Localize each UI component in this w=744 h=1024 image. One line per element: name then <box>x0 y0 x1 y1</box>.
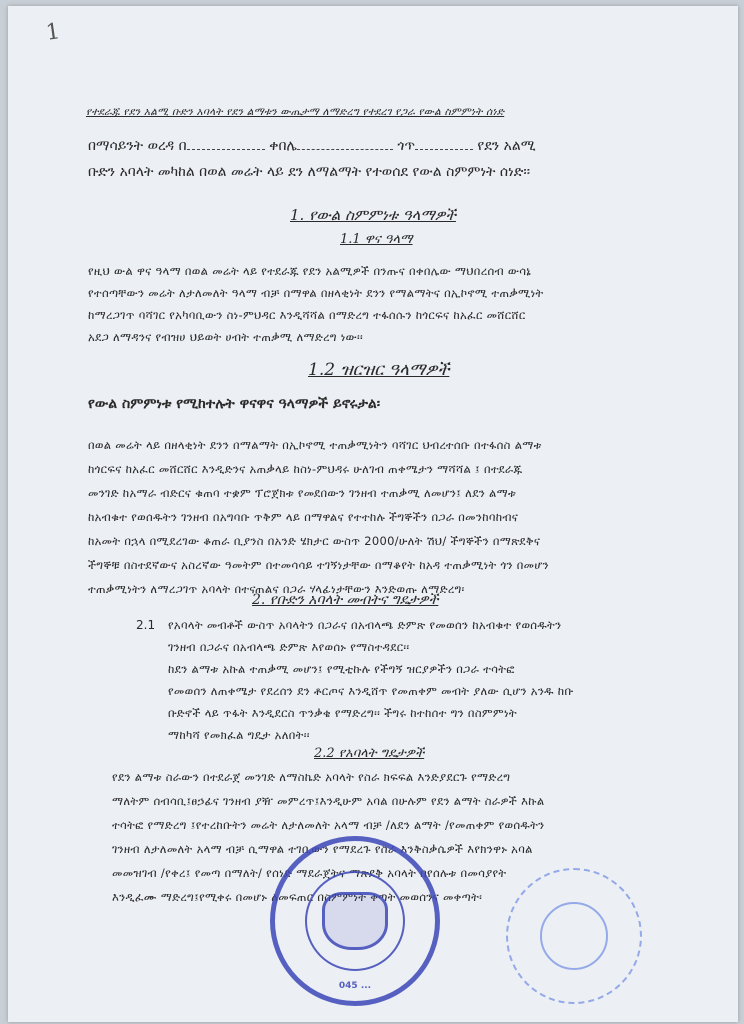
handwritten-got <box>297 149 393 150</box>
section-1-1-line: አደጋ ለማዳንና የብዝሀ ህይወት ሀብት ተጠቃሚ ለማድረግ ነው፡፡ <box>88 330 364 344</box>
section-2-1-line: የመወሰን ለጠቀሜታ የደረሰን ደን ቶርጦና እንዲሸጥ የመጠቀም መብት ያለው ሲሆን አንዱ ከቡ <box>168 684 574 698</box>
intro-text-1: በማሳይንት ወረዳ በ <box>88 138 187 154</box>
section-2-1-line: ከደን ልማቱ አኩል ተጠቃሚ መሆን፤ የሚቲኩሉ የችግኝ ዝርያዎችን በጋራ ተሳትፎ <box>168 662 515 676</box>
faded-stamp <box>506 868 642 1004</box>
intro-text-2: ቀበሌ <box>269 138 297 154</box>
section-1-2-line: መንገድ ከአማራ ብድርና ቁጠባ ተቋም ፕሮጀክቱ የመደበውን ገንዘብ ተጠቃሚ ለመሆን፤ ለደን ልማቱ <box>88 486 517 500</box>
section-2-1-line: የአባላት መብቶች ውስጥ አባላትን በጋራና በአብላጫ ድምጽ የመወሰን ከአብቁተ የወሰዱትን <box>168 618 562 632</box>
document-header: የተደራጁ የደን አልሚ ቡድን አባላት የደን ልማቱን ውጤታማ ለማድረግ የተደረገ የጋራ የውል ስምምነት ሰነድ <box>86 106 505 118</box>
section-2-2-line: መመዝገብ /የቀረ፤ የመጣ በማለት/ የሰነድ ማደራጀትና ማጽደቅ አባላት በየሰሉቱ በመሳያየት <box>112 866 507 880</box>
handwritten-kebele <box>187 149 265 150</box>
section-1-1-title: 1.1 ዋና ዓላማ <box>340 232 413 247</box>
section-2-1-line: ማከካሻ የመክፈል ግዴታ አለበት፡፡ <box>168 728 310 742</box>
section-2-title: 2. የቡድን አባላት መብትና ግዴታዎች <box>252 592 439 608</box>
intro-text-4: የደን አልሚ <box>477 138 536 154</box>
section-2-2-line: የደን ልማቱ ስራውን በተደራጀ መንገድ ለማስኬድ አባላት የስራ ክፍፍል እንድያደርጉ የማድረግ <box>112 770 511 784</box>
section-1-2-heading: የውል ስምምነቱ የሚከተሉት ዋናዋና ዓላማዎች ይኖሩታል፡ <box>88 396 381 412</box>
section-1-1-line: የተሰጣቸውን መሬት ለታለመለት ዓላማ ብቻ በማዋል በዘላቂነት ደንን የማልማትና በኢኮኖሚ ተጠቃሚነት <box>88 286 544 300</box>
section-2-2-line: እንዲፈሙ ማድረግ፤የሚቀሩ በመሆኑ ለመፍጠር በስምምነት ቀጣት መወሰንና መቀጣት፡ <box>112 890 483 904</box>
section-1-2-line: ከጎርፍና ከአፈር መሸርሸር እንዲድንና አጠቃላይ ከስነ-ምህዳሩ ሁለገብ ጠቀሜታን ማሻሻል ፤ በተደራጁ <box>88 462 523 476</box>
intro-line-1 <box>88 138 536 154</box>
section-1-title: 1. የውል ስምምነቱ ዓላማዎች <box>290 206 456 224</box>
stamp-inner-ring <box>540 902 608 970</box>
section-1-2-line: ተጠቃሚነትን ለማረጋገጥ አባላት በተናጠልና በጋራ ሃላፊነታቸውን እንድወጡ ለማድረግ፡ <box>88 582 465 596</box>
section-2-2-line: ተሳትፎ የማድረግ ፤የተረከቡትን መሬት ለታለመለት አላማ ብቻ /ለደን ልማት /የመጠቀም የወሰዱትን <box>112 818 545 832</box>
stamp-number: 045 ... <box>338 981 372 991</box>
section-2-2-line: ማለትም ሰብሳቢ፤ፀኃፊና ገንዘብ ያዥ መምረጥ፤እንዲሁም አባል በሁሉም የደን ልማት ስራዎች እኩል <box>112 794 545 808</box>
section-1-2-title: 1.2 ዝርዝር ዓላማዎች <box>308 360 450 380</box>
section-1-2-line: ከአብቁተ የወሰዱትን ገንዘብ በአግባቡ ጥቅም ላይ በማዋልና የተተከሉ ችግኞችን በጋራ በመንከባከብና <box>88 510 519 524</box>
official-stamp <box>270 836 440 1006</box>
intro-line-2: ቡድን አባላት መካከል በወል መሬት ላይ ደን ለማልማት የተወሰደ የውል ስምምነት ሰነድ፡፡ <box>88 164 531 180</box>
section-2-1-line: ቡድኖች ላይ ጥፋት እንዲደርስ ጥንቃቄ የማድረግ፡፡ ችግሩ ከተከሰተ ግን በስምምነት <box>168 706 517 720</box>
section-2-1-line: ገንዘብ በጋራና በአብላጫ ድምጽ እየወሰኑ የማስተዳደር፡፡ <box>168 640 410 654</box>
page-number-mark: 1 <box>44 19 62 46</box>
section-1-1-line: የዚህ ውል ዋና ዓላማ በወል መሬት ላይ የተደራጁ የደን አልሚዎች በንጡና በቀበሌው ማህበረሰብ ውሳኔ <box>88 264 532 278</box>
document-page <box>8 6 738 1022</box>
emblem-icon <box>322 892 388 950</box>
section-1-1-line: ከማረጋገጥ ባሻገር የአካባቢውን ስነ-ምህዳር እንዲሻሻል በማድረግ ተፋሰሱን ከጎርፍና ከአፈር መሸርሸር <box>88 308 526 322</box>
section-2-2-line: ገንዘብ ለታለመለት አላማ ብቻ ሲማዋል ተገቢውን የማደረጉ የስራ እንቅስቃሴዎች እየክንዋኑ አባል <box>112 842 533 856</box>
section-1-2-line: ከአመት በኋላ በሚደረገው ቆጠራ ቢያንስ በአንድ ሄክታር ውስጥ 2000/ሁለት ሽህ/ ችግኞችን በማጽደቅና <box>88 534 541 548</box>
intro-text-3: ጎጥ <box>397 138 415 154</box>
section-1-2-line: በወል መሬት ላይ በዘላቂነት ደንን በማልማት በኢኮኖሚ ተጠቃሚነትን ባሻገር ህብረተሰቡ በተፋሰስ ልማቱ <box>88 438 542 452</box>
section-2-1-number: 2.1 <box>136 618 156 632</box>
section-2-2-title: 2.2 የአባላት ግዴታዎች <box>314 746 425 761</box>
stamp-inner-ring <box>305 871 405 971</box>
handwritten-site <box>415 149 473 150</box>
section-1-2-line: ችግኞቹ በስተደኛውና አስረኛው ዓመትም በተመሳሳይ ተገኝነታቸው በማቆየት ከአዳ ተጠቃሚነት ጎን በመሆን <box>88 558 549 572</box>
